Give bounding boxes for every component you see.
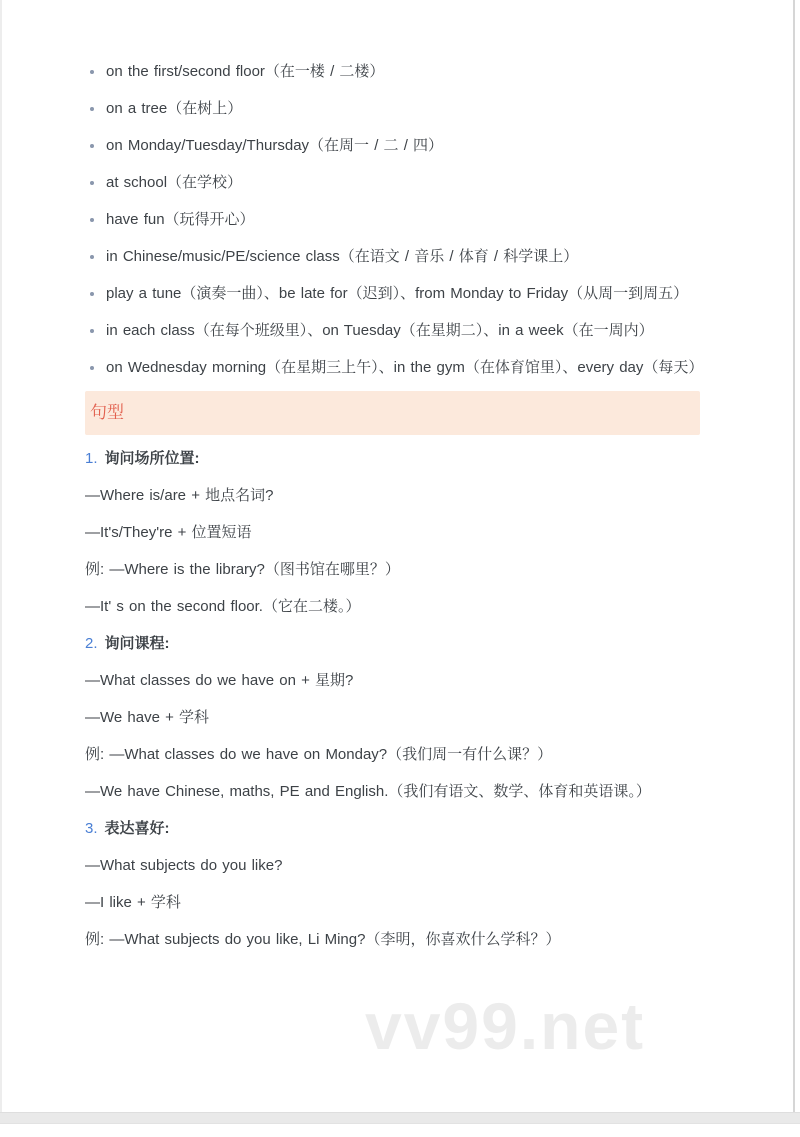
phrase-text: on Monday/Tuesday/Thursday（在周一 / 二 / 四） xyxy=(106,137,444,154)
pattern-line: —We have + 学科 xyxy=(85,709,210,726)
pattern-line: —What classes do we have on + 星期? xyxy=(85,672,354,689)
bullet-icon xyxy=(90,181,94,185)
pattern-number: 2. xyxy=(85,635,98,652)
bullet-icon xyxy=(90,292,94,296)
pattern-line: 例: —What classes do we have on Monday?（我们周一有什么课？） xyxy=(85,746,553,763)
bullet-icon xyxy=(90,366,94,370)
watermark: vv99.net xyxy=(365,989,646,1063)
bullet-icon xyxy=(90,329,94,333)
pattern-heading-3 xyxy=(85,815,707,843)
bullet-icon xyxy=(90,255,94,259)
list-item xyxy=(85,317,707,345)
page-edge-left xyxy=(0,0,2,1112)
phrase-text: in Chinese/music/PE/science class（在语文 / 音乐 / 体育 / 科学课上） xyxy=(106,248,579,265)
phrase-text: on Wednesday morning（在星期三上午）、in the gym（在体育馆里）、every day（每天） xyxy=(106,359,704,376)
phrase-text: in each class（在每个班级里）、on Tuesday（在星期二）、in a week（在一周内） xyxy=(106,322,654,339)
pattern-line: 例: —Where is the library?（图书馆在哪里？） xyxy=(85,561,400,578)
pattern-line: —It's/They're + 位置短语 xyxy=(85,524,252,541)
list-item xyxy=(85,354,707,382)
pattern-number: 1. xyxy=(85,450,98,467)
pattern-line: —It' s on the second floor.（它在二楼。） xyxy=(85,598,361,615)
list-item xyxy=(85,58,707,86)
phrase-text: on a tree（在树上） xyxy=(106,100,243,117)
bullet-icon xyxy=(90,70,94,74)
page-gap-divider xyxy=(0,1112,800,1124)
pattern-line: —We have Chinese, maths, PE and English.（我们有语文、数学、体育和英语课。） xyxy=(85,783,651,800)
section-header-sentence-patterns xyxy=(85,391,700,435)
pattern-line: 例: —What subjects do you like, Li Ming?（李明，你喜欢什么学科？） xyxy=(85,931,561,948)
bullet-icon xyxy=(90,218,94,222)
pattern-title: 询问课程: xyxy=(104,635,170,652)
list-item xyxy=(85,95,707,123)
pattern-title: 询问场所位置: xyxy=(104,450,200,467)
list-item xyxy=(85,132,707,160)
section-header-label: 句型 xyxy=(90,403,124,422)
phrase-text: on the first/second floor（在一楼 / 二楼） xyxy=(106,63,385,80)
list-item xyxy=(85,280,707,308)
pattern-heading-2 xyxy=(85,630,707,658)
pattern-number: 3. xyxy=(85,820,98,837)
pattern-title: 表达喜好: xyxy=(104,820,170,837)
list-item xyxy=(85,169,707,197)
bullet-icon xyxy=(90,107,94,111)
phrase-text: at school（在学校） xyxy=(106,174,243,191)
pattern-line: —Where is/are + 地点名词? xyxy=(85,487,274,504)
list-item xyxy=(85,206,707,234)
bullet-icon xyxy=(90,144,94,148)
phrase-text: play a tune（演奏一曲）、be late for（迟到）、from Monday to Friday（从周一到周五） xyxy=(106,285,689,302)
notes-content xyxy=(85,58,707,963)
pattern-line: —I like + 学科 xyxy=(85,894,181,911)
page-edge-right xyxy=(793,0,795,1112)
phrase-list xyxy=(85,58,707,382)
list-item xyxy=(85,243,707,271)
phrase-text: have fun（玩得开心） xyxy=(106,211,255,228)
pattern-line: —What subjects do you like? xyxy=(85,857,283,874)
pattern-heading-1 xyxy=(85,445,707,473)
